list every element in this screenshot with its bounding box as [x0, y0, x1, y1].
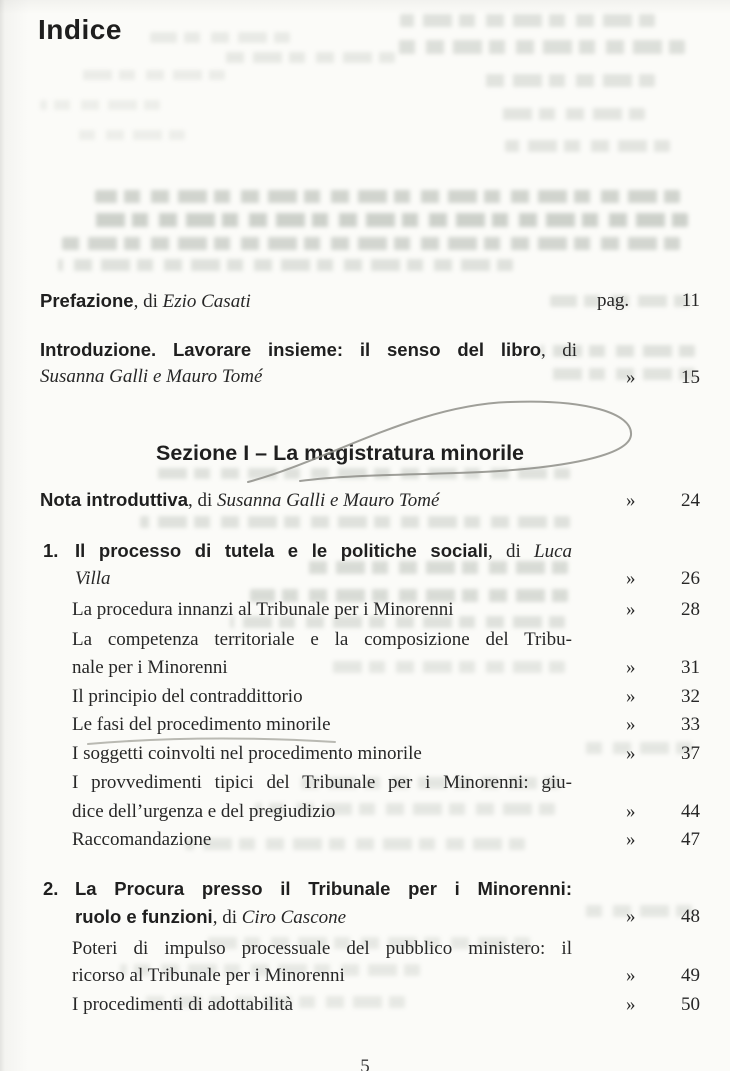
bleed-through-text [185, 838, 525, 850]
bleed-through-text [150, 468, 570, 479]
entry-separator: , di [188, 490, 218, 511]
toc-entry-chapter2-cont [75, 905, 346, 930]
page-ref [597, 366, 700, 391]
page-number: 48 [681, 906, 700, 927]
toc-entry-nota-introduttiva [40, 488, 439, 513]
toc-subentry: Raccomandazione [72, 829, 212, 850]
entry-author: Ezio Casati [162, 291, 251, 312]
guillemet-mark: » [626, 714, 636, 735]
bleed-through-text [40, 100, 160, 110]
entry-author: Susanna Galli e Mauro Tomé [217, 490, 440, 511]
page-number: 33 [681, 714, 700, 735]
bleed-through-text [215, 52, 395, 63]
bleed-through-text [75, 130, 185, 140]
page-ref [597, 567, 700, 592]
bleed-through-text [395, 40, 685, 54]
bleed-through-text [330, 661, 565, 673]
bleed-through-text [140, 516, 570, 528]
page-folio: 5 [360, 1056, 370, 1071]
guillemet-mark: » [626, 367, 636, 388]
toc-entry-introduzione [40, 338, 577, 363]
bleed-through-text [95, 190, 680, 203]
bleed-through-text [400, 14, 655, 27]
chapter-number: 2. [43, 878, 59, 899]
chapter-number: 1. [43, 540, 59, 561]
toc-subentry-cont: ricorso al Tribunale per i Minorenni [72, 965, 345, 986]
page-ref [597, 713, 700, 738]
page-number: 11 [681, 290, 700, 311]
page-number: 37 [681, 743, 700, 764]
entry-author: Luca [534, 541, 572, 562]
bleed-through-text [505, 140, 670, 152]
toc-entry-chapter1-author-cont: Villa [75, 568, 111, 589]
page-number: 47 [681, 829, 700, 850]
page-ref [597, 656, 700, 681]
page-number: 15 [681, 367, 700, 388]
toc-subentry: Poteri di impulso processuale del pubblico ministero: il [72, 938, 572, 959]
page-ref [597, 964, 700, 989]
toc-subentry-cont: nale per i Minorenni [72, 657, 228, 678]
bleed-through-text [150, 32, 290, 43]
entry-separator: , di [133, 291, 163, 312]
bleed-through-text [88, 213, 688, 227]
toc-subentry: Le fasi del procedimento minorile [72, 714, 331, 735]
guillemet-mark: » [626, 490, 636, 511]
bleed-through-text [480, 74, 655, 87]
toc-subentry-cont: dice dell’urgenza e del pregiudizio [72, 801, 336, 822]
entry-label: Prefazione [40, 290, 134, 311]
guillemet-mark: » [626, 599, 636, 620]
guillemet-mark: » [626, 994, 636, 1015]
bleed-through-text [58, 259, 513, 271]
page-number: 32 [681, 686, 700, 707]
toc-subentry: I provvedimenti tipici del Tribunale per i Minorenni: giu- [72, 772, 572, 793]
page-ref [597, 598, 700, 623]
bleed-through-text [75, 70, 225, 80]
bleed-through-text [495, 108, 645, 120]
page-number: 24 [681, 490, 700, 511]
toc-subentry: I procedimenti di adottabilità [72, 994, 294, 1015]
page-ref [597, 800, 700, 825]
page-ref [597, 489, 700, 514]
toc-entry-chapter2 [75, 877, 572, 902]
page-number: 31 [681, 657, 700, 678]
page-number: 50 [681, 994, 700, 1015]
entry-separator: , di [541, 340, 578, 361]
bleed-through-text [62, 237, 680, 250]
guillemet-mark: » [626, 657, 636, 678]
entry-label: Introduzione. Lavorare insieme: il senso del libro [40, 339, 542, 360]
pag-label: pag. [597, 290, 630, 311]
entry-separator: , di [212, 907, 242, 928]
guillemet-mark: » [626, 829, 636, 850]
page-ref [597, 289, 700, 314]
entry-label: Nota introduttiva [40, 489, 188, 510]
page-ref [597, 905, 700, 930]
page-title: Indice [38, 14, 122, 45]
page-ref [597, 828, 700, 853]
page-ref [597, 685, 700, 710]
toc-subentry: Il principio del contraddittorio [72, 686, 303, 707]
toc-subentry: La procedura innanzi al Tribunale per i Minorenni [72, 599, 454, 620]
page-ref [597, 993, 700, 1018]
guillemet-mark: » [626, 743, 636, 764]
guillemet-mark: » [626, 906, 636, 927]
page-number: 28 [681, 599, 700, 620]
entry-label: ruolo e funzioni [75, 906, 213, 927]
entry-label: Il processo di tutela e le politiche sociali [75, 540, 489, 561]
section-heading: Sezione I – La magistratura minorile [156, 441, 524, 465]
page-number: 26 [681, 568, 700, 589]
page-ref [597, 742, 700, 767]
toc-entry-prefazione [40, 289, 251, 314]
entry-separator: , di [488, 541, 534, 562]
page-number: 44 [681, 801, 700, 822]
guillemet-mark: » [626, 568, 636, 589]
guillemet-mark: » [626, 801, 636, 822]
entry-author: Ciro Cascone [241, 907, 347, 928]
toc-subentry: La competenza territoriale e la composizione del Tribu- [72, 629, 572, 650]
page-number: 49 [681, 965, 700, 986]
toc-subentry: I soggetti coinvolti nel procedimento minorile [72, 743, 422, 764]
guillemet-mark: » [626, 686, 636, 707]
entry-label: La Procura presso il Tribunale per i Minorenni: [75, 878, 572, 899]
toc-entry-introduzione-authors: Susanna Galli e Mauro Tomé [40, 366, 263, 387]
guillemet-mark: » [626, 965, 636, 986]
toc-entry-chapter1 [75, 539, 572, 564]
